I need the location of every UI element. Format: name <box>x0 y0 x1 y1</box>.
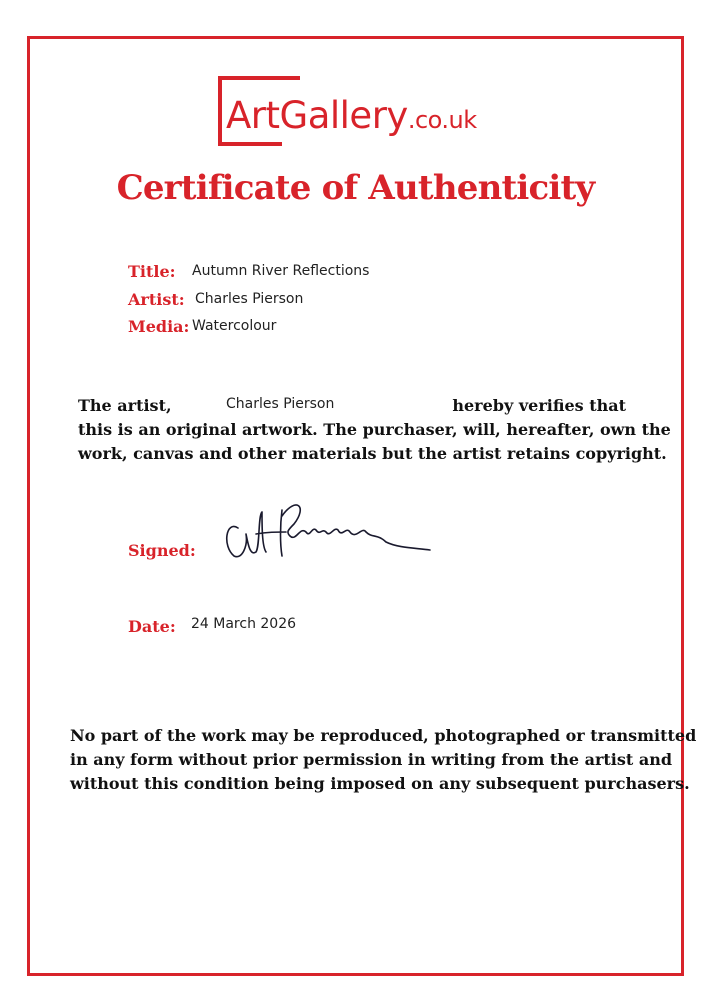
verification-prefix: The artist, <box>78 396 172 415</box>
notice-line-2: in any form without prior permission in writing from the artist and <box>70 750 673 769</box>
logo-main-text: ArtGallery <box>226 94 408 137</box>
artist-signature <box>216 486 436 566</box>
media-label: Media: <box>128 317 190 336</box>
verification-paragraph <box>78 394 671 466</box>
copyright-notice <box>70 724 697 796</box>
date-label: Date: <box>128 617 176 636</box>
verification-line-3: work, canvas and other materials but the artist retains copyright. <box>78 444 667 463</box>
title-label: Title: <box>128 262 176 281</box>
notice-line-3: without this condition being imposed on any subsequent purchasers. <box>70 774 690 793</box>
artist-label: Artist: <box>128 290 185 309</box>
verification-artist-name: Charles Pierson <box>226 396 335 412</box>
verification-line-2: this is an original artwork. The purchaser, will, hereafter, own the <box>78 420 671 439</box>
certificate-title: Certificate of Authenticity <box>116 168 595 208</box>
logo-text <box>226 94 477 137</box>
date-value: 24 March 2026 <box>191 616 297 632</box>
notice-line-1: No part of the work may be reproduced, photographed or transmitted <box>70 726 697 745</box>
title-value: Autumn River Reflections <box>192 263 370 279</box>
signed-label: Signed: <box>128 541 196 560</box>
media-value: Watercolour <box>192 318 277 334</box>
verification-line-1 <box>78 394 634 418</box>
verification-suffix: hereby verifies that <box>452 396 626 415</box>
logo-suffix-text: .co.uk <box>407 106 477 134</box>
artgallery-logo <box>212 72 532 152</box>
artist-value: Charles Pierson <box>195 291 304 307</box>
